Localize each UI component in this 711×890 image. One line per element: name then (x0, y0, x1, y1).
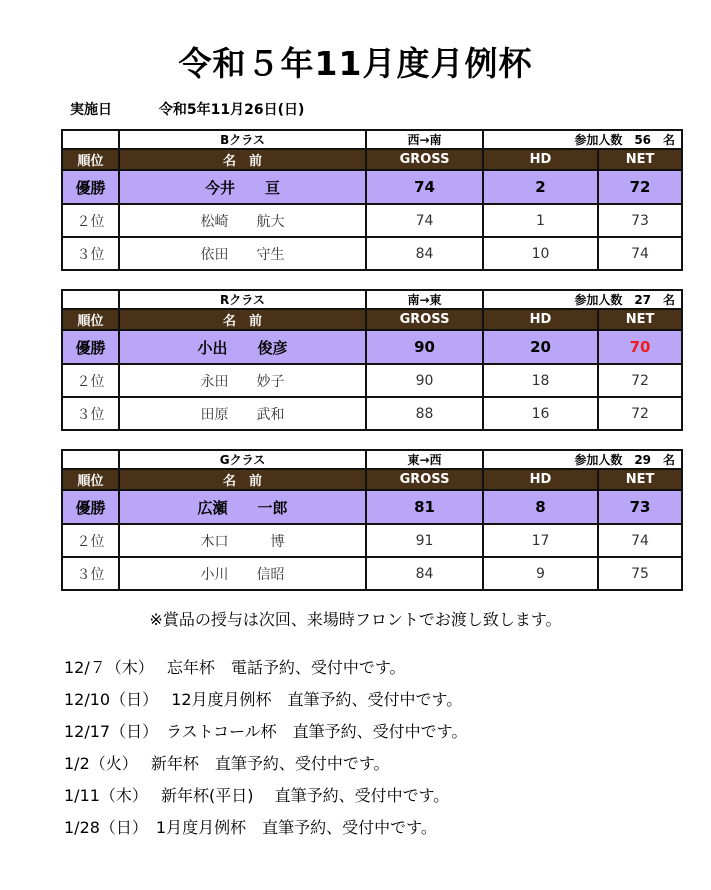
rank-cell: ３位 (62, 237, 119, 270)
header-hd: HD (483, 309, 598, 330)
rank-cell: ２位 (62, 364, 119, 397)
net-cell: 74 (598, 524, 682, 557)
header-hd: HD (483, 149, 598, 170)
schedule-item: 12/10（日） 12月度月例杯 直筆予約、受付中です。 (64, 690, 463, 709)
class-name: Bクラス (119, 130, 366, 149)
rank-cell: ２位 (62, 204, 119, 237)
schedule-item: 1/2（火） 新年杯 直筆予約、受付中です。 (64, 754, 390, 773)
net-cell: 74 (598, 237, 682, 270)
header-net: NET (598, 149, 682, 170)
hd-cell: 20 (483, 330, 598, 364)
header-rank: 順位 (62, 149, 119, 170)
player-name-cell: 広瀬 一郎 (119, 490, 366, 524)
rank-cell: ３位 (62, 397, 119, 430)
class-name: Rクラス (119, 290, 366, 309)
header-gross: GROSS (366, 309, 483, 330)
class-corner (62, 450, 119, 469)
participant-count: 参加人数 29 名 (483, 450, 682, 469)
gross-cell: 90 (366, 330, 483, 364)
table-row-winner (62, 170, 682, 204)
schedule-item: 12/７（木） 忘年杯 電話予約、受付中です。 (64, 658, 406, 677)
header-net: NET (598, 309, 682, 330)
hd-cell: 2 (483, 170, 598, 204)
results-table-g-class (61, 449, 683, 591)
net-cell: 73 (598, 204, 682, 237)
player-name-cell: 小川 信昭 (119, 557, 366, 590)
class-corner (62, 290, 119, 309)
gross-cell: 74 (366, 170, 483, 204)
hd-cell: 18 (483, 364, 598, 397)
table-row-winner (62, 490, 682, 524)
gross-cell: 91 (366, 524, 483, 557)
date-label: 実施日 (70, 102, 112, 118)
player-name-cell: 田原 武和 (119, 397, 366, 430)
schedule-item: 1/11（木） 新年杯(平日) 直筆予約、受付中です。 (64, 786, 450, 805)
net-cell: 72 (598, 170, 682, 204)
schedule-item: 1/28（日） 1月度月例杯 直筆予約、受付中です。 (64, 818, 437, 837)
table-row (62, 397, 682, 430)
net-cell: 72 (598, 364, 682, 397)
net-cell: 73 (598, 490, 682, 524)
player-name-cell: 小出 俊彦 (119, 330, 366, 364)
rank-cell: 優勝 (62, 170, 119, 204)
header-net: NET (598, 469, 682, 490)
results-table-b-class (61, 129, 683, 271)
net-cell: 75 (598, 557, 682, 590)
schedule-item: 12/17（日） ラストコール杯 直筆予約、受付中です。 (64, 722, 468, 741)
event-schedule (64, 656, 467, 848)
page-title: 令和５年11月度月例杯 (178, 44, 533, 83)
player-name-cell: 依田 守生 (119, 237, 366, 270)
gross-cell: 88 (366, 397, 483, 430)
course-route: 東→西 (366, 450, 483, 469)
hd-cell: 9 (483, 557, 598, 590)
date-value: 令和5年11月26日(日) (158, 102, 305, 118)
hd-cell: 8 (483, 490, 598, 524)
player-name-cell: 木口 博 (119, 524, 366, 557)
player-name-cell: 永田 妙子 (119, 364, 366, 397)
rank-cell: ３位 (62, 557, 119, 590)
prize-note: ※賞品の授与は次回、来場時フロントでお渡し致します。 (149, 610, 562, 629)
gross-cell: 84 (366, 237, 483, 270)
gross-cell: 84 (366, 557, 483, 590)
header-hd: HD (483, 469, 598, 490)
table-row (62, 524, 682, 557)
class-corner (62, 130, 119, 149)
rank-cell: 優勝 (62, 490, 119, 524)
hd-cell: 16 (483, 397, 598, 430)
gross-cell: 90 (366, 364, 483, 397)
hd-cell: 10 (483, 237, 598, 270)
hd-cell: 1 (483, 204, 598, 237)
participant-count: 参加人数 56 名 (483, 130, 682, 149)
results-table-r-class (61, 289, 683, 431)
rank-cell: ２位 (62, 524, 119, 557)
player-name-cell: 松崎 航大 (119, 204, 366, 237)
table-row (62, 204, 682, 237)
player-name-cell: 今井 亘 (119, 170, 366, 204)
header-name: 名 前 (119, 309, 366, 330)
course-route: 南→東 (366, 290, 483, 309)
event-date (70, 99, 304, 119)
net-cell: 72 (598, 397, 682, 430)
table-row (62, 364, 682, 397)
header-gross: GROSS (366, 469, 483, 490)
table-row (62, 557, 682, 590)
gross-cell: 74 (366, 204, 483, 237)
header-name: 名 前 (119, 149, 366, 170)
table-row (62, 237, 682, 270)
course-route: 西→南 (366, 130, 483, 149)
header-name: 名 前 (119, 469, 366, 490)
gross-cell: 81 (366, 490, 483, 524)
net-cell-highlight: 70 (598, 330, 682, 364)
participant-count: 参加人数 27 名 (483, 290, 682, 309)
class-name: Gクラス (119, 450, 366, 469)
header-gross: GROSS (366, 149, 483, 170)
hd-cell: 17 (483, 524, 598, 557)
rank-cell: 優勝 (62, 330, 119, 364)
header-rank: 順位 (62, 469, 119, 490)
table-row-winner (62, 330, 682, 364)
header-rank: 順位 (62, 309, 119, 330)
